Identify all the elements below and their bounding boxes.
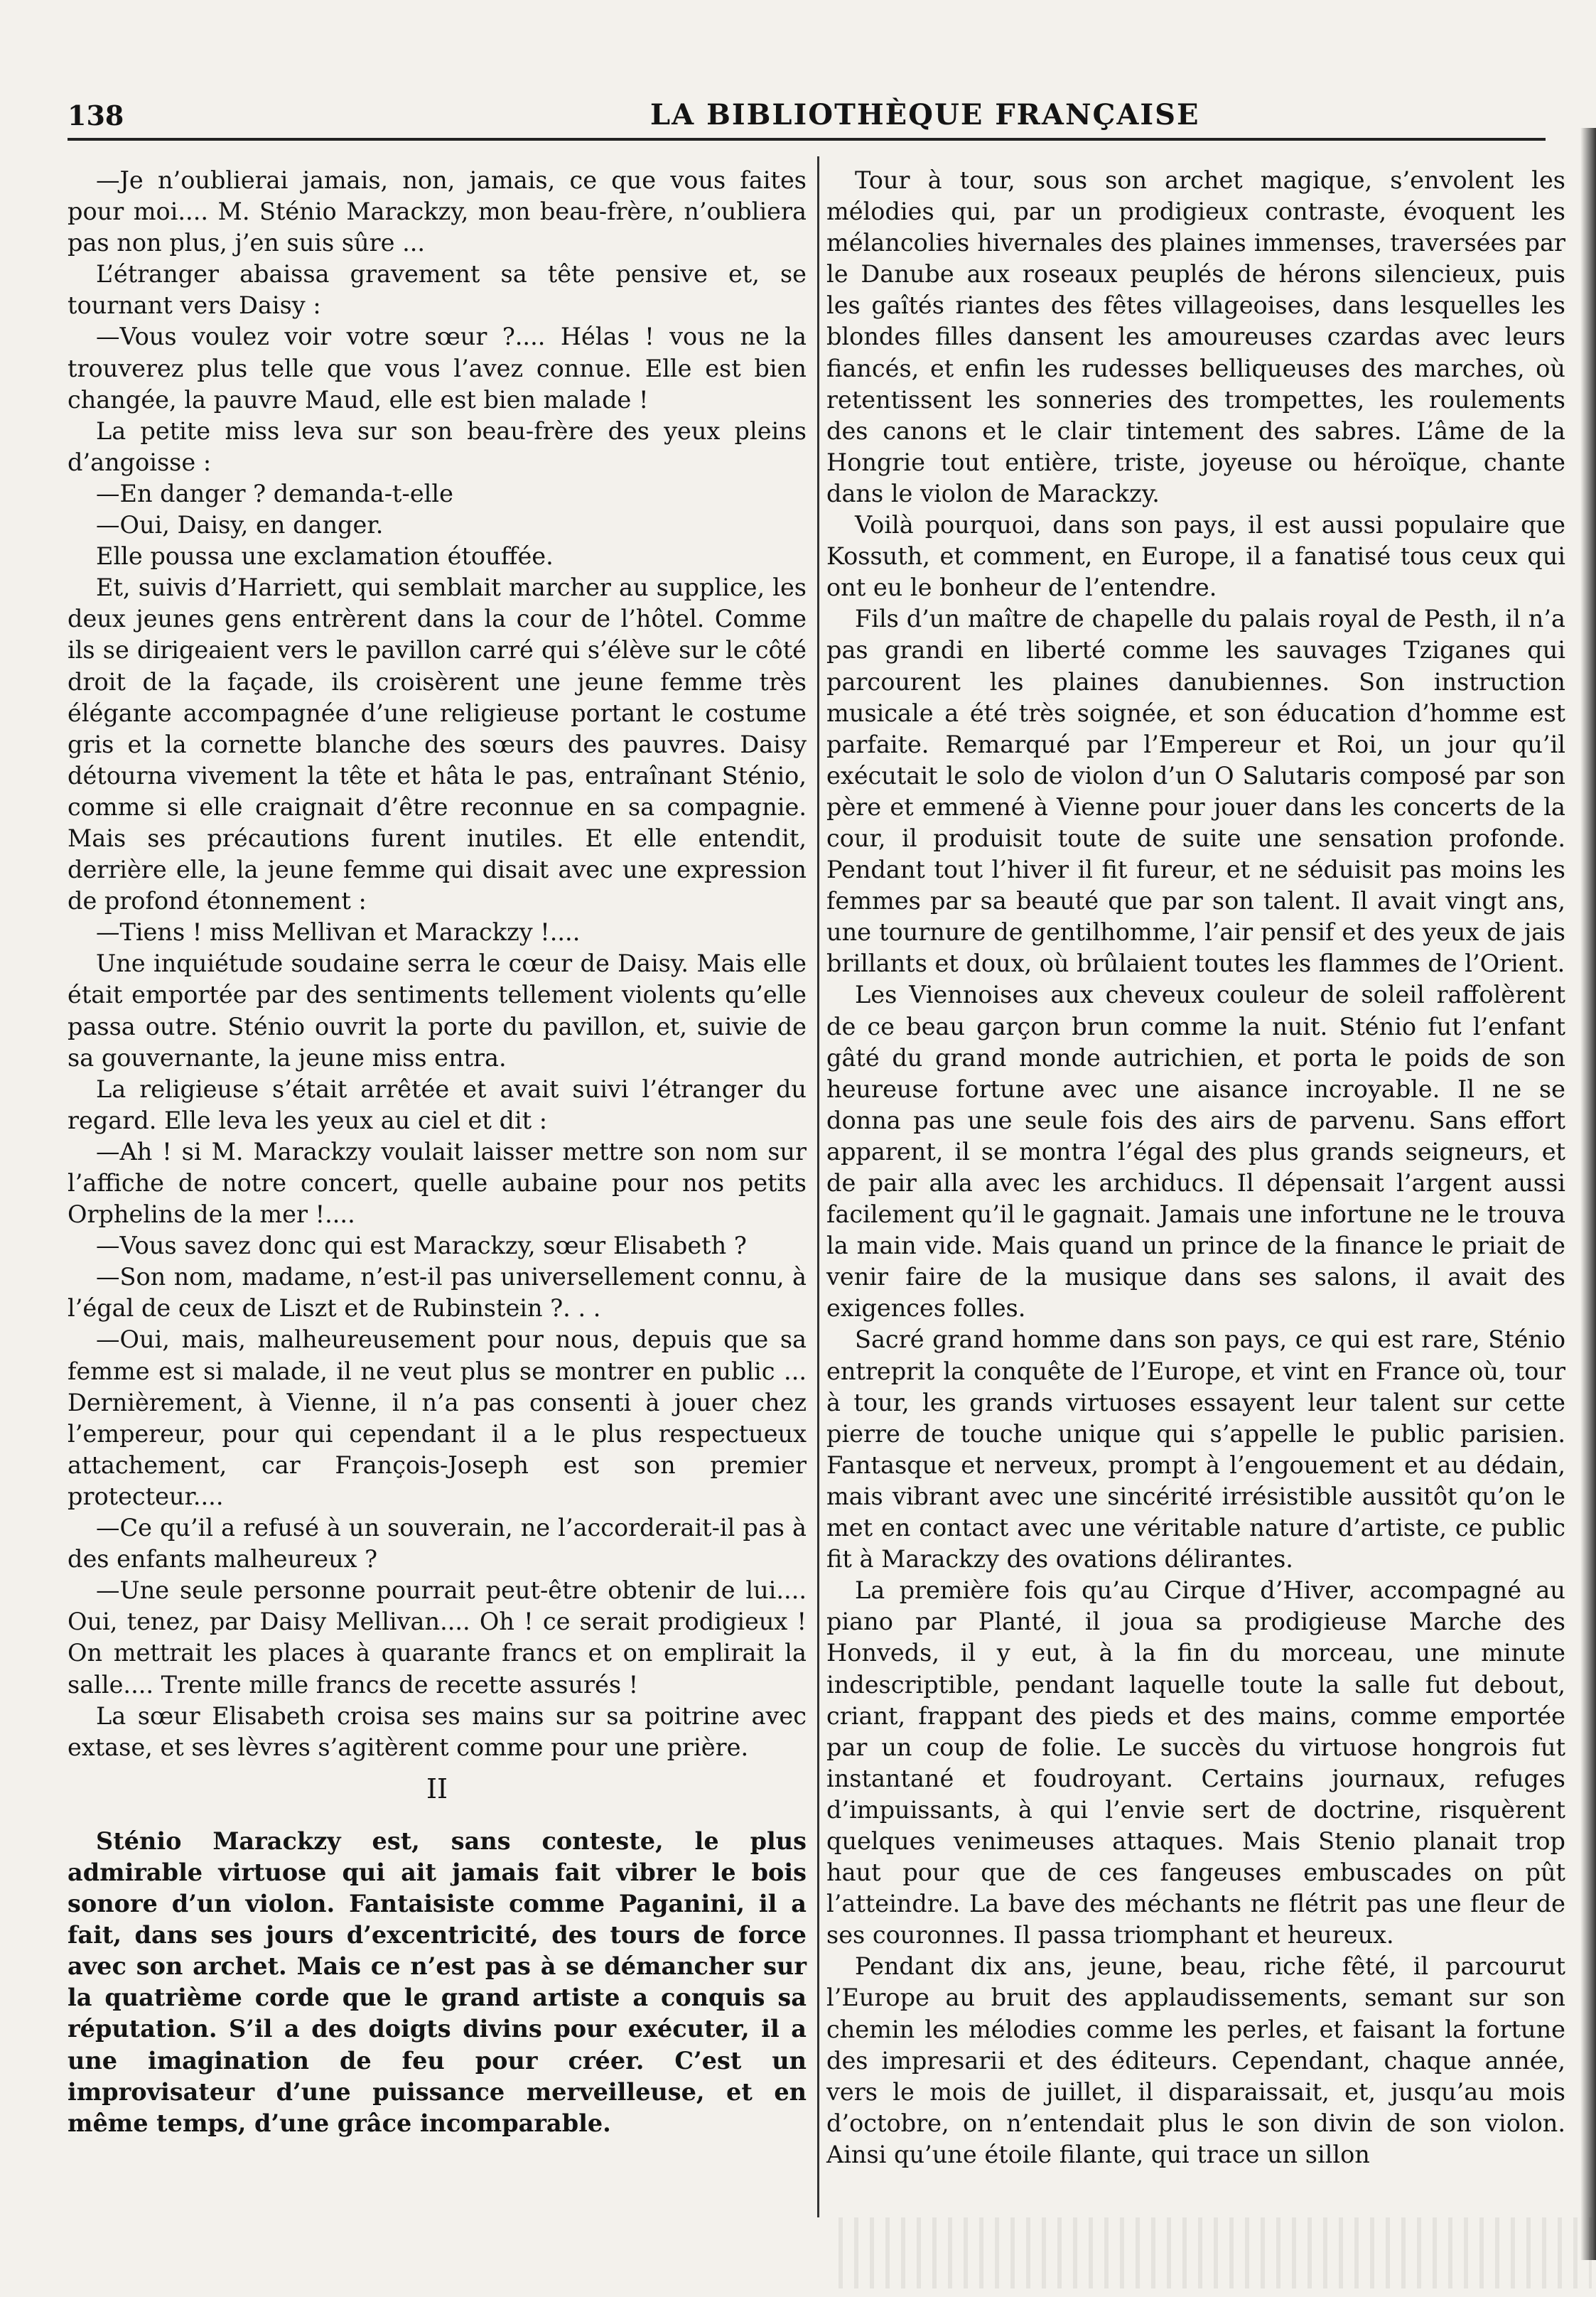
left-column <box>68 165 807 2139</box>
paragraph: La petite miss leva sur son beau-frère des yeux pleins d’angoisse : <box>68 416 807 476</box>
page-edge-shadow <box>1580 128 1596 2260</box>
paragraph: Fils d’un maître de chapelle du palais royal de Pesth, il n’a pas grandi en liberté comme les sauvages Tziganes qui parcourent les plaines danubiennes. Son instruction musicale a été très soignée, et son éducation d’homme est parfaite. Remarqué par l’Empereur et Roi, un jour qu’il exécutait le solo de violon d’un O Salutaris composé par son père et emmené à Vienne pour jouer dans les concerts de la cour, il produisit toute de suite une sensation profonde. Pendant tout l’hiver il fit fureur, et ne séduisit pas moins les femmes par sa beauté que par son talent. Il avait vingt ans, une tournure de gentilhomme, l’air pensif et des yeux de jais brillants et doux, où brûlaient toutes les flammes de l’Orient. <box>826 605 1565 978</box>
running-title: LA BIBLIOTHÈQUE FRANÇAISE <box>650 98 1200 131</box>
paragraph: —Oui, Daisy, en danger. <box>96 511 384 539</box>
paragraph: —Je n’oublierai jamais, non, jamais, ce que vous faites pour moi.... M. Sténio Marackzy, mon beau-frère, n’oubliera pas non plus, j’en suis sûre ... <box>68 166 807 257</box>
paragraph: Les Viennoises aux cheveux couleur de soleil raffolèrent de ce beau garçon brun comme la nuit. Sténio fut l’enfant gâté du grand monde autrichien, et porta le poids de son heureuse fortune avec une aisance incroyable. Il ne se donna pas une seule fois des airs de parvenu. Sans effort apparent, il se montra l’égal des plus grands seigneurs, et de pair alla avec les archiducs. Il dépensait l’argent aussi facilement qu’il le gagnait. Jamais une infortune ne le trouva la main vide. Mais quand un prince de la finance le priait de venir faire de la musique dans ses salons, il avait des exigences folles. <box>826 981 1565 1323</box>
page-header <box>68 94 1531 136</box>
paragraph: —En danger ? demanda-t-elle <box>96 479 453 507</box>
paragraph: Sacré grand homme dans son pays, ce qui est rare, Sténio entreprit la conquête de l’Europe, et vint en France où, tour à tour, les grands virtuoses essayent leur talent sur cette pierre de touche unique qui s’appelle le public parisien. Fantasque et nerveux, prompt à l’engouement et au dédain, mais vibrant avec une sincérité irrésistible aussitôt qu’on le met en contact avec une véritable nature d’artiste, ce public fit à Marackzy des ovations délirantes. <box>826 1325 1565 1574</box>
paragraph: Elle poussa une exclamation étouffée. <box>96 542 554 571</box>
paragraph: —Vous savez donc qui est Marackzy, sœur Elisabeth ? <box>96 1232 747 1260</box>
paragraph: La religieuse s’était arrêtée et avait suivi l’étranger du regard. Elle leva les yeux au ciel et dit : <box>68 1075 807 1134</box>
paragraph: La sœur Elisabeth croisa ses mains sur sa poitrine avec extase, et ses lèvres s’agitèrent comme pour une prière. <box>68 1701 807 1761</box>
section-number: II <box>426 1772 448 1804</box>
paragraph: —Oui, mais, malheureusement pour nous, depuis que sa femme est si malade, il ne veut plus se montrer en public ... Dernièrement, à Vienne, il n’a pas consenti à jouer chez l’empereur, pour qui cependant il a le plus respectueux attachement, car François-Joseph est son premier protecteur.... <box>68 1325 807 1510</box>
paragraph: Et, suivis d’Harriett, qui semblait marcher au supplice, les deux jeunes gens entrèrent dans la cour de l’hôtel. Comme ils se dirigeaient vers le pavillon carré qui s’élève sur le côté droit de la façade, ils croisèrent une jeune femme très élégante accompagnée d’une religieuse portant le costume gris et la cornette blanche des sœurs des pauvres. Daisy détourna vivement la tête et hâta le pas, entraînant Sténio, comme si elle craignait d’être reconnue en sa compagnie. Mais ses précautions furent inutiles. Et elle entendit, derrière elle, la jeune femme qui disait avec une expression de profond étonnement : <box>68 574 807 915</box>
paragraph: —Tiens ! miss Mellivan et Marackzy !.... <box>96 918 581 947</box>
column-divider <box>817 156 819 2217</box>
scan-noise <box>839 2217 1592 2288</box>
paragraph: Pendant dix ans, jeune, beau, riche fêté, il parcourut l’Europe au bruit des applaudissements, semant sur son chemin les mélodies comme les perles, et faisant la fortune des impresarii et des éditeurs. Cependant, chaque année, vers le mois de juillet, il disparaissait, et, jusqu’au mois d’octobre, on n’entendait plus le son divin de son violon. Ainsi qu’une étoile filante, qui trace un sillon <box>826 1952 1565 2168</box>
paragraph: Voilà pourquoi, dans son pays, il est aussi populaire que Kossuth, et comment, en Europe, il a fanatisé tous ceux qui ont eu le bonheur de l’entendre. <box>826 511 1565 602</box>
paragraph: —Ce qu’il a refusé à un souverain, ne l’accorderait-il pas à des enfants malheureux ? <box>68 1514 807 1574</box>
paragraph: L’étranger abaissa gravement sa tête pensive et, se tournant vers Daisy : <box>68 260 807 320</box>
paragraph: —Ah ! si M. Marackzy voulait laisser mettre son nom sur l’affiche de notre concert, quelle aubaine pour nos petits Orphelins de la mer !.... <box>68 1137 807 1229</box>
page-number: 138 <box>68 99 124 131</box>
paragraph: —Une seule personne pourrait peut-être obtenir de lui.... Oui, tenez, par Daisy Mellivan.... Oh ! ce serait prodigieux ! On mettrait les places à quarante francs et on emplirait la salle.... Trente mille francs de recette assurés ! <box>68 1576 807 1699</box>
paragraph: La première fois qu’au Cirque d’Hiver, accompagné au piano par Planté, il joua sa prodigieuse Marche des Honveds, il y eut, à la fin du morceau, une minute indescriptible, pendant laquelle toute la salle fut debout, criant, frappant des pieds et des mains, comme emportée par un coup de folie. Le succès du virtuose hongrois fut instantané et foudroyant. Certains journaux, refuges d’impuissants, à qui l’envie sert de doctrine, risquèrent quelques venimeuses attaques. Mais Stenio planait trop haut pour que de ces fangeuses embuscades on pût l’atteindre. La bave des méchants ne flétrit pas une fleur de ses couronnes. Il passa triomphant et heureux. <box>826 1576 1565 1949</box>
paragraph: —Son nom, madame, n’est-il pas universellement connu, à l’égal de ceux de Liszt et de Rubinstein ?. . . <box>68 1263 807 1323</box>
bold-paragraph: Sténio Marackzy est, sans conteste, le plus admirable virtuose qui ait jamais fait vibrer le bois sonore d’un violon. Fantaisiste comme Paganini, il a fait, dans ses jours d’excentricité, des tours de force avec son archet. Mais ce n’est pas à se démancher sur la quatrième corde que le grand artiste a conquis sa réputation. S’il a des doigts divins pour exécuter, il a une imagination de feu pour créer. C’est un improvisateur d’une puissance merveilleuse, et en même temps, d’une grâce incomparable. <box>68 1827 807 2137</box>
header-rule <box>68 138 1546 141</box>
paragraph: Tour à tour, sous son archet magique, s’envolent les mélodies qui, par un prodigieux contraste, évoquent les mélancolies hivernales des plaines immenses, traversées par le Danube aux roseaux peuplés de hérons silencieux, puis les gaîtés riantes des fêtes villageoises, dans lesquelles les blondes filles dansent les amoureuses czardas avec leurs fiancés, et enfin les rudesses belliqueuses des marches, où retentissent les sonneries des trompettes, les roulements des canons et le clair tintement des sabres. L’âme de la Hongrie tout entière, triste, joyeuse ou héroïque, chante dans le violon de Marackzy. <box>826 166 1565 507</box>
paragraph: —Vous voulez voir votre sœur ?.... Hélas ! vous ne la trouverez plus telle que vous l’avez connue. Elle est bien changée, la pauvre Maud, elle est bien malade ! <box>68 323 807 414</box>
right-column <box>826 165 1565 2170</box>
paragraph: Une inquiétude soudaine serra le cœur de Daisy. Mais elle était emportée par des sentiments tellement violents qu’elle passa outre. Sténio ouvrit la porte du pavillon, et, suivie de sa gouvernante, la jeune miss entra. <box>68 950 807 1072</box>
